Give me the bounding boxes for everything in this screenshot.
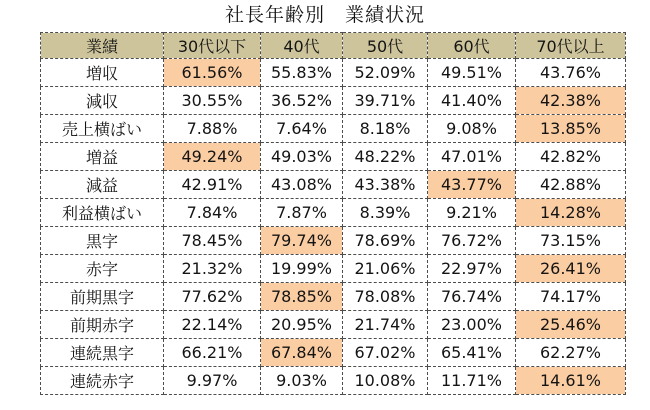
row-label: 前期黒字 <box>41 283 164 311</box>
value-cell: 47.01% <box>428 143 516 171</box>
row-label: 減益 <box>41 171 164 199</box>
value-cell: 7.88% <box>164 115 261 143</box>
header-cell-metric: 業績 <box>41 33 164 59</box>
value-cell: 21.74% <box>343 311 428 339</box>
value-cell: 42.82% <box>516 143 626 171</box>
value-cell-highlighted: 49.24% <box>164 143 261 171</box>
value-cell-highlighted: 42.38% <box>516 87 626 115</box>
value-cell: 20.95% <box>261 311 343 339</box>
value-cell: 49.51% <box>428 59 516 87</box>
value-cell: 67.02% <box>343 339 428 367</box>
row-label: 増収 <box>41 59 164 87</box>
row-label: 黒字 <box>41 227 164 255</box>
table-row <box>41 171 626 199</box>
value-cell: 21.06% <box>343 255 428 283</box>
value-cell: 7.64% <box>261 115 343 143</box>
value-cell: 22.97% <box>428 255 516 283</box>
value-cell: 7.87% <box>261 199 343 227</box>
value-cell-highlighted: 67.84% <box>261 339 343 367</box>
value-cell: 62.27% <box>516 339 626 367</box>
chart-title: 社長年齢別 業績状況 <box>224 4 425 26</box>
value-cell: 43.08% <box>261 171 343 199</box>
value-cell: 9.21% <box>428 199 516 227</box>
value-cell: 76.74% <box>428 283 516 311</box>
value-cell: 66.21% <box>164 339 261 367</box>
table-row <box>41 199 626 227</box>
table-row <box>41 255 626 283</box>
row-label: 前期赤字 <box>41 311 164 339</box>
value-cell-highlighted: 14.61% <box>516 367 626 395</box>
header-cell-age-group: 30代以下 <box>164 33 261 59</box>
value-cell-highlighted: 43.77% <box>428 171 516 199</box>
row-label: 赤字 <box>41 255 164 283</box>
value-cell: 42.88% <box>516 171 626 199</box>
value-cell: 8.39% <box>343 199 428 227</box>
value-cell: 36.52% <box>261 87 343 115</box>
value-cell: 22.14% <box>164 311 261 339</box>
value-cell: 77.62% <box>164 283 261 311</box>
value-cell: 23.00% <box>428 311 516 339</box>
value-cell: 76.72% <box>428 227 516 255</box>
value-cell-highlighted: 13.85% <box>516 115 626 143</box>
row-label: 連続赤字 <box>41 367 164 395</box>
value-cell: 52.09% <box>343 59 428 87</box>
value-cell: 55.83% <box>261 59 343 87</box>
value-cell: 10.08% <box>343 367 428 395</box>
row-label: 減収 <box>41 87 164 115</box>
table-row <box>41 367 626 395</box>
value-cell: 43.76% <box>516 59 626 87</box>
table-row <box>41 311 626 339</box>
performance-table <box>40 32 626 395</box>
value-cell: 43.38% <box>343 171 428 199</box>
value-cell: 9.08% <box>428 115 516 143</box>
value-cell: 49.03% <box>261 143 343 171</box>
header-row <box>41 33 626 59</box>
value-cell: 7.84% <box>164 199 261 227</box>
value-cell: 65.41% <box>428 339 516 367</box>
table-row <box>41 143 626 171</box>
value-cell: 9.97% <box>164 367 261 395</box>
value-cell-highlighted: 61.56% <box>164 59 261 87</box>
table-body <box>41 59 626 395</box>
value-cell: 78.45% <box>164 227 261 255</box>
header-cell-age-group: 70代以上 <box>516 33 626 59</box>
value-cell: 30.55% <box>164 87 261 115</box>
value-cell: 42.91% <box>164 171 261 199</box>
value-cell: 19.99% <box>261 255 343 283</box>
table-row <box>41 87 626 115</box>
value-cell: 73.15% <box>516 227 626 255</box>
value-cell-highlighted: 25.46% <box>516 311 626 339</box>
table-row <box>41 339 626 367</box>
value-cell-highlighted: 79.74% <box>261 227 343 255</box>
header-cell-age-group: 60代 <box>428 33 516 59</box>
table-row <box>41 59 626 87</box>
row-label: 利益横ばい <box>41 199 164 227</box>
value-cell: 11.71% <box>428 367 516 395</box>
value-cell-highlighted: 78.85% <box>261 283 343 311</box>
table-row <box>41 227 626 255</box>
row-label: 増益 <box>41 143 164 171</box>
value-cell: 39.71% <box>343 87 428 115</box>
header-cell-age-group: 50代 <box>343 33 428 59</box>
value-cell-highlighted: 26.41% <box>516 255 626 283</box>
header-cell-age-group: 40代 <box>261 33 343 59</box>
table-row <box>41 283 626 311</box>
value-cell: 8.18% <box>343 115 428 143</box>
row-label: 連続黒字 <box>41 339 164 367</box>
value-cell: 21.32% <box>164 255 261 283</box>
value-cell: 48.22% <box>343 143 428 171</box>
value-cell: 9.03% <box>261 367 343 395</box>
value-cell: 41.40% <box>428 87 516 115</box>
table-row <box>41 115 626 143</box>
value-cell-highlighted: 14.28% <box>516 199 626 227</box>
value-cell: 78.08% <box>343 283 428 311</box>
value-cell: 74.17% <box>516 283 626 311</box>
row-label: 売上横ばい <box>41 115 164 143</box>
value-cell: 78.69% <box>343 227 428 255</box>
